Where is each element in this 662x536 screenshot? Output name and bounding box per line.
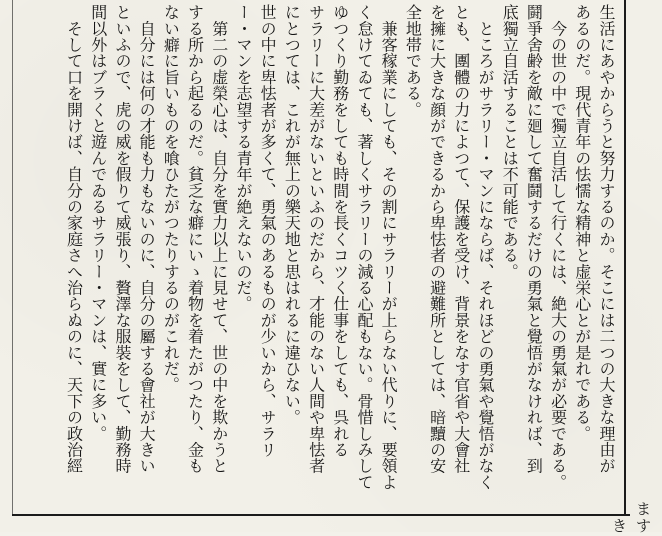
text-column: を擁に大きな顔ができるから卑怯者の避難所としては、暗黷の安 bbox=[427, 4, 447, 474]
vertical-text-body bbox=[18, 4, 618, 512]
right-column-rule bbox=[624, 0, 626, 515]
text-column: あるのだ。現代青年の怯懦な精神と虚栄心とが是れである。 bbox=[572, 4, 592, 442]
adjacent-column-glyph: ま bbox=[636, 500, 652, 518]
text-column: 今の世の中で獨立自活して行くには、絶大の勇氣が必要である。 bbox=[548, 4, 568, 490]
adjacent-column-glyph: き bbox=[612, 517, 628, 535]
text-column: 鬪爭舍齢を敵に廻して奮鬪するだけの勇氣と覺悟がなければ、到 bbox=[524, 4, 544, 474]
text-column: ところがサラリー・マンにならば、それほどの勇氣や覺悟がなく bbox=[475, 4, 495, 490]
text-column: 世の中に卑怯者が多くて、勇氣のあるものが少いから、サラリ bbox=[258, 4, 278, 458]
text-column: 全地帯である。 bbox=[403, 4, 423, 118]
text-column: にとつては、これが無上の樂天地と思はれるに違ひない。 bbox=[282, 4, 302, 426]
bottom-border-rule bbox=[12, 514, 630, 516]
adjacent-column-glyph: す bbox=[636, 517, 652, 535]
text-column: 間以外はブラくと遊んでゐるサラリー・マンは、實に多い。 bbox=[88, 4, 108, 442]
text-column: 自分には何の才能も力もないのに、自分の屬する會社が大きい bbox=[137, 4, 157, 474]
text-column: 底獨立自活することは不可能である。 bbox=[500, 4, 520, 280]
text-column: とも、團體の力によつて、保護を受け、背景をなす官省や大會社 bbox=[451, 4, 471, 474]
text-column: ない癖に旨いものを喰ひたがつたりするのがこれだ。 bbox=[161, 4, 181, 393]
text-column: する所から起るのだ。貧乏な癖にいゝ着物を着たがつたり、金も bbox=[185, 4, 205, 474]
text-column: といふので、虎の威を假りて威張り、贅澤な服裝をして、勤務時 bbox=[112, 4, 132, 474]
text-column: そして口を開けば、自分の家庭さへ治らぬのに、天下の政治經 bbox=[64, 4, 84, 474]
text-column: く怠けてゐても、著しくサラリーの減る心配もない。骨惜しみして bbox=[354, 4, 374, 490]
text-column: サラリーに大差がないといふのだから、才能のない人間や卑怯者 bbox=[306, 4, 326, 474]
text-column: 兼客稼業にしても、その割にサラリーが上らない代りに、要領よ bbox=[379, 4, 399, 490]
text-column: 第二の虚榮心は、自分を實力以上に見せて、世の中を欺かうと bbox=[209, 4, 229, 474]
text-column: ゆつくり勤務をしても時間を長くコツく仕事をしても、呉れる bbox=[330, 4, 350, 458]
text-column: 生活にあやからうと努力するのか。そこには二つの大きな理由が bbox=[597, 4, 616, 474]
text-column: ー・マンを志望する青年が絶えないのだ。 bbox=[233, 4, 253, 312]
left-border-rule bbox=[12, 0, 13, 515]
